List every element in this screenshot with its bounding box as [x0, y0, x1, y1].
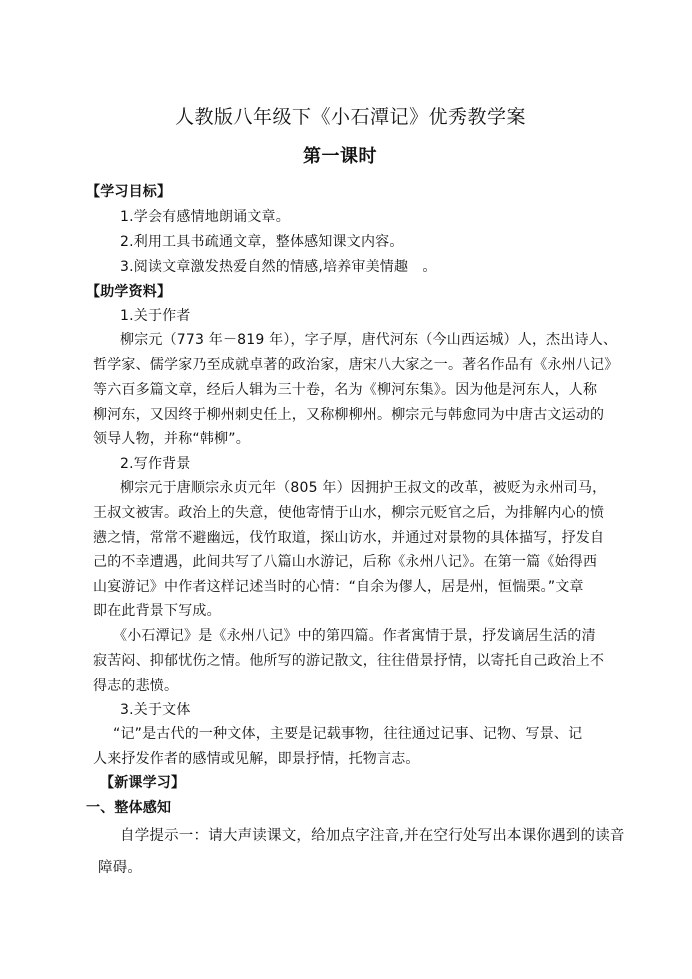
background-text-line: 王叔文被害。政治上的失意，使他寄情于山水，柳宗元贬官之后，为排解内心的愤	[93, 505, 605, 521]
prompt-line: 障碍。	[98, 860, 143, 876]
author-text-line: 柳河东，又因终于柳州刺史任上，又称柳柳州。柳宗元与韩愈同为中唐古文运动的	[93, 407, 605, 423]
style-text-line: 人来抒发作者的感情或见解，即景抒情，托物言志。	[93, 751, 420, 767]
goals-heading: 【学习目标】	[86, 184, 172, 200]
background-para2-line: 得志的悲愤。	[93, 678, 179, 694]
style-heading: 3.关于文体	[120, 702, 191, 718]
author-heading: 1.关于作者	[120, 308, 191, 324]
background-heading: 2.写作背景	[120, 456, 191, 472]
author-text-line: 领导人物，并称“韩柳”。	[93, 431, 250, 447]
goal-item: 2.利用工具书疏通文章，整体感知课文内容。	[120, 234, 404, 250]
author-text-line: 柳宗元（773 年－819 年），字子厚，唐代河东（今山西运城）人，杰出诗人、	[120, 332, 618, 348]
goal-item: 1.学会有感情地朗诵文章。	[120, 209, 290, 225]
background-text-line: 柳宗元于唐顺宗永贞元年（805 年）因拥护王叔文的改革，被贬为永州司马，	[120, 480, 607, 496]
resources-heading: 【助学资料】	[86, 284, 172, 300]
part1-heading: 一、整体感知	[86, 800, 172, 816]
new-lesson-heading: 【新课学习】	[100, 775, 186, 791]
background-para2-line: 《小石潭记》是《永州八记》中的第四篇。作者寓情于景，抒发谪居生活的清	[113, 628, 596, 644]
document-title: 人教版八年级下《小石潭记》优秀教学案	[175, 106, 527, 128]
background-text-line: 即在此背景下写成。	[93, 603, 221, 619]
background-text-line: 懑之情，常常不避幽远，伐竹取道，探山访水，并通过对景物的具体描写，抒发自	[93, 530, 605, 546]
background-text-line: 山宴游记》中作者这样记述当时的心情：“自余为僇人，居是州，恒惴栗。”文章	[93, 579, 584, 595]
background-text-line: 己的不幸遭遇，此间共写了八篇山水游记，后称《永州八记》。在第一篇《始得西	[93, 554, 598, 570]
goal-item: 3.阅读文章激发热爱自然的情感,培养审美情趣 。	[120, 259, 437, 275]
background-para2-line: 寂苦闷、抑郁忧伤之情。他所写的游记散文，往往借景抒情，以寄托自己政治上不	[93, 653, 605, 669]
author-text-line: 哲学家、儒学家乃至成就卓著的政治家，唐宋八大家之一。著名作品有《永州八记》	[93, 357, 619, 373]
prompt-line: 自学提示一：请大声读课文，给加点字注音,并在空行处写出本课你遇到的读音	[120, 828, 625, 844]
style-text-line: “记”是古代的一种文体，主要是记载事物，往往通过记事、记物、写景、记	[113, 726, 583, 742]
document-subtitle: 第一课时	[303, 146, 377, 167]
author-text-line: 等六百多篇文章，经后人辑为三十卷，名为《柳河东集》。因为他是河东人，人称	[93, 382, 598, 398]
